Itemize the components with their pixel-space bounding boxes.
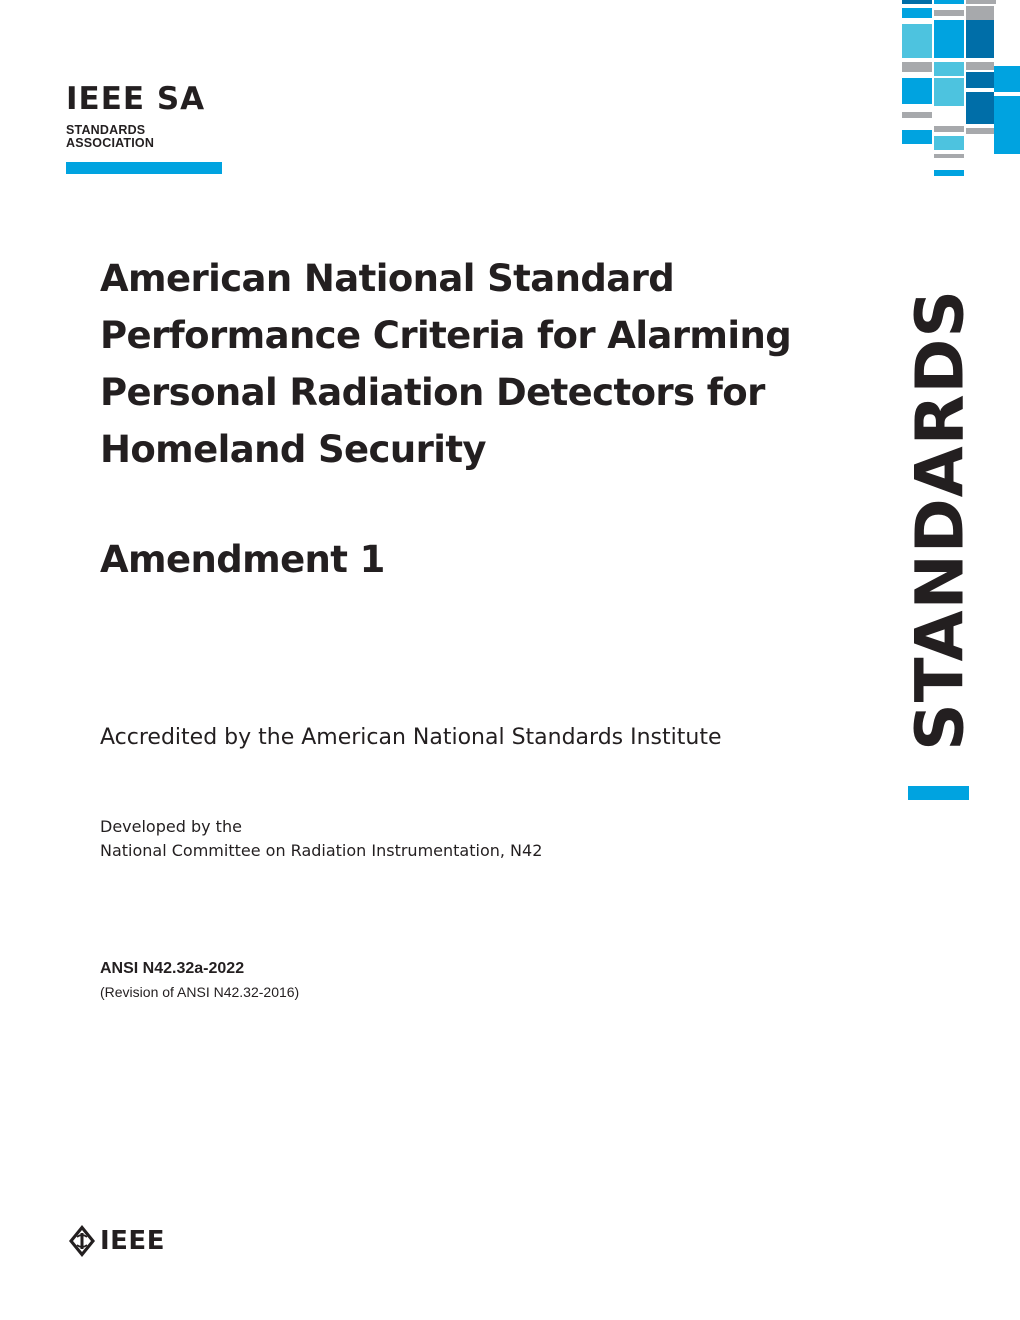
vertical-standards-label: STANDARDS [901, 289, 979, 751]
ieee-footer-logo [68, 1224, 165, 1258]
title-line-2: Performance Criteria for Alarming [100, 314, 792, 357]
vertical-label-accent-bar [908, 786, 969, 800]
sub-line-standards: STANDARDS [66, 123, 146, 137]
ieee-sa-brand: IEEE SA [66, 81, 206, 117]
title-line-1: American National Standard [100, 257, 675, 300]
developer-statement [100, 815, 542, 863]
ieee-footer-wordmark: IEEE [100, 1226, 165, 1256]
title-line-4: Homeland Security [100, 428, 486, 471]
standard-designation: ANSI N42.32a-2022 [100, 960, 245, 977]
developed-line-1: Developed by the [100, 817, 242, 836]
ieee-sa-logo [66, 82, 205, 150]
developed-line-2: National Committee on Radiation Instrumentation, N42 [100, 841, 543, 860]
logo-accent-bar [66, 162, 222, 174]
revision-note: (Revision of ANSI N42.32-2016) [100, 984, 300, 1000]
title-line-3: Personal Radiation Detectors for [100, 371, 765, 414]
standards-association-label [66, 124, 205, 150]
ieee-diamond-icon [68, 1224, 96, 1258]
decorative-mosaic [900, 0, 1020, 180]
sub-line-association: ASSOCIATION [66, 136, 155, 150]
amendment-label: Amendment 1 [100, 538, 385, 581]
document-title [100, 250, 820, 478]
accreditation-statement: Accredited by the American National Standards Institute [100, 725, 722, 750]
